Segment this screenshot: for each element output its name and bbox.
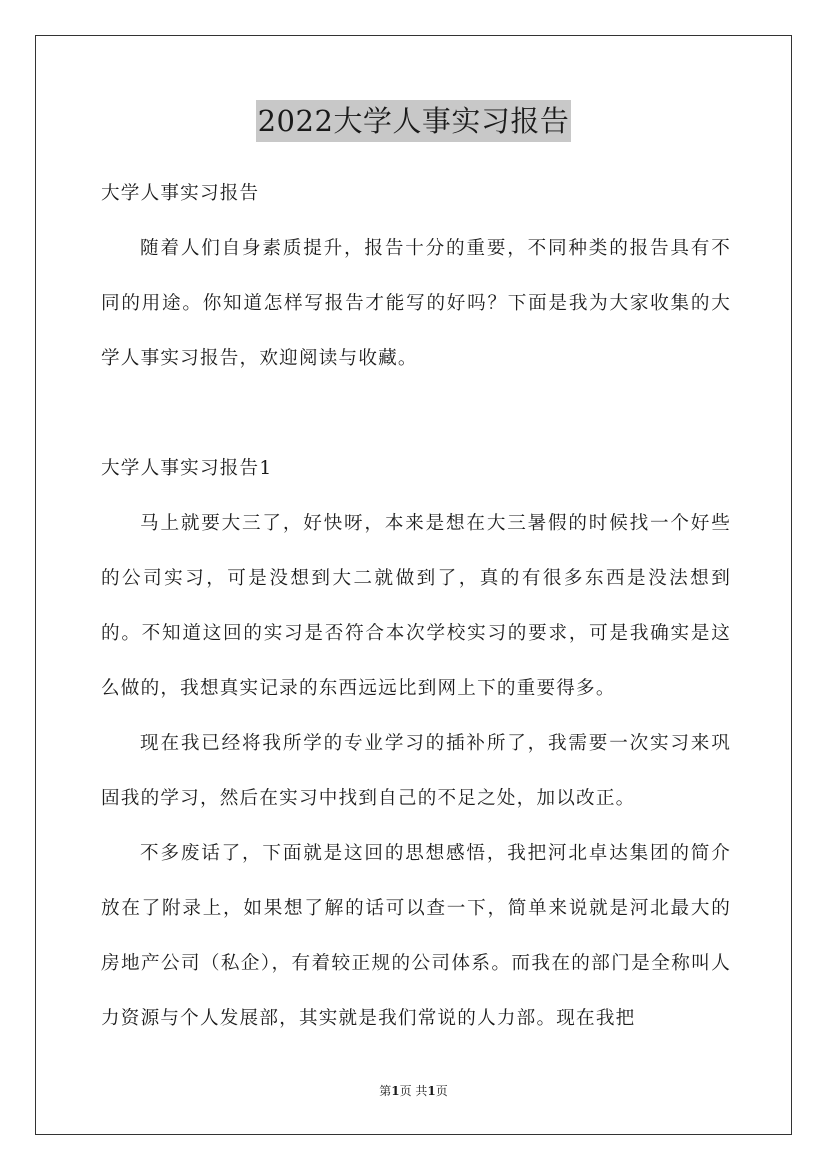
- page-mid: 页 共: [399, 1084, 428, 1098]
- page-total: 1: [427, 1084, 436, 1098]
- page-prefix: 第: [379, 1084, 392, 1098]
- body-paragraph: 现在我已经将我所学的专业学习的插补所了，我需要一次实习来巩固我的学习，然后在实习中找到自己的不足之处，加以改正。: [101, 733, 731, 809]
- page-suffix: 页: [435, 1084, 448, 1098]
- intro-paragraph: 随着人们自身素质提升，报告十分的重要，不同种类的报告具有不同的用途。你知道怎样写报告才能写的好吗？下面是我为大家收集的大学人事实习报告，欢迎阅读与收藏。: [101, 238, 731, 369]
- body-paragraph: 马上就要大三了，好快呀，本来是想在大三暑假的时候找一个好些的公司实习，可是没想到大二就做到了，真的有很多东西是没法想到的。不知道这回的实习是否符合本次学校实习的要求，可是我确实是这么做的，我想真实记录的东西远远比到网上下的重要得多。: [101, 513, 731, 699]
- page-footer: [0, 1083, 827, 1099]
- document-title: 2022大学人事实习报告: [256, 100, 572, 142]
- section-heading: 大学人事实习报告: [101, 183, 260, 204]
- body-paragraph: 不多废话了，下面就是这回的思想感悟，我把河北卓达集团的简介放在了附录上，如果想了解的话可以查一下，简单来说就是河北最大的房地产公司（私企），有着较正规的公司体系。而我在的部门是全称叫人力资源与个人发展部，其实就是我们常说的人力部。现在我把: [101, 843, 731, 1029]
- blank-line: [101, 386, 731, 441]
- title-wrap: [0, 100, 827, 142]
- document-body: [101, 166, 731, 1046]
- report-heading: 大学人事实习报告1: [101, 458, 273, 479]
- page-current: 1: [391, 1084, 400, 1098]
